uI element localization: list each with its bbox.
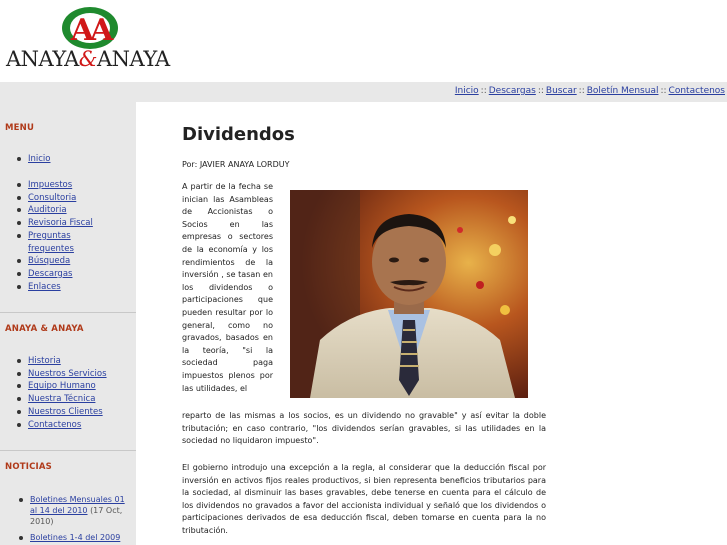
site-header (0, 0, 727, 82)
page-title: Dividendos (182, 124, 295, 145)
sidebar-company-list (28, 355, 107, 431)
topnav-link-buscar[interactable]: Buscar (545, 86, 577, 96)
sidebar-link[interactable]: Consultoria (28, 192, 77, 203)
sidebar-home-list (28, 153, 51, 166)
sidebar-item-historia (28, 355, 107, 368)
sidebar-item-descargas (28, 268, 98, 281)
news-date: (17 Oct, 2010) (30, 506, 123, 526)
sidebar-menu-list (28, 179, 98, 293)
sidebar-menu-title: MENU (5, 123, 35, 133)
sidebar-item-preguntas (28, 230, 98, 255)
sidebar-item-revisoria-fiscal (28, 217, 98, 230)
sidebar-item-clientes (28, 406, 107, 419)
sidebar-link[interactable]: Nuestra Técnica (28, 394, 96, 405)
logo-wordmark (6, 47, 170, 71)
sidebar-link[interactable]: Equipo Humano (28, 381, 96, 392)
sidebar-link[interactable]: Revisoria Fiscal (28, 218, 93, 229)
news-item (30, 494, 134, 527)
topnav-separator: :: (480, 86, 487, 96)
sidebar-news-list (30, 494, 134, 543)
site-logo[interactable] (0, 0, 180, 82)
article-paragraph-1-continued: reparto de las mismas a los socios, es un dividendo no gravable" y así evitar la doble tributación; en caso contrario, "los dividendos serían gravables, si las utilidades en la sociedad no liquidaron impuesto". (182, 411, 546, 446)
author-photo (290, 190, 528, 398)
sidebar-item-enlaces (28, 281, 98, 294)
topnav-link-boletin[interactable]: Boletín Mensual (586, 86, 659, 96)
news-link[interactable]: Boletines Mensuales 01 al 14 del 2010 (30, 495, 125, 515)
news-link[interactable]: Boletines 1-4 del 2009 (30, 533, 121, 542)
logo-mark-icon (50, 6, 130, 50)
topnav-separator: :: (660, 86, 667, 96)
sidebar-item-servicios (28, 368, 107, 381)
sidebar-company-title: ANAYA & ANAYA (5, 324, 84, 334)
sidebar-link[interactable]: Auditoria (28, 205, 67, 216)
sidebar-item-busqueda (28, 255, 98, 268)
news-item (30, 532, 134, 543)
sidebar (0, 102, 136, 545)
article-byline: Por: JAVIER ANAYA LORDUY (182, 160, 290, 169)
sidebar-item-consultoria (28, 192, 98, 205)
top-nav-bar (0, 82, 727, 102)
logo-word-right: ANAYA (96, 47, 170, 71)
sidebar-divider (0, 312, 136, 313)
sidebar-link[interactable]: Descargas (28, 268, 73, 279)
logo-word-left: ANAYA (6, 47, 79, 71)
sidebar-link[interactable]: Búsqueda (28, 256, 71, 267)
sidebar-item-tecnica (28, 393, 107, 406)
article-paragraph-2: El gobierno introdujo una excepción a la regla, al considerar que la deducción fiscal por inversión en activos fijos reales productivos, si bien representa beneficios tributarios para la sociedad, al disminuir las bases gravables, debe tenerse en cuenta para el cálculo de los dividendos no gravados a favor del accionista individual y señaló que los dividendos o participaciones derivados de esa deducción fiscal, deben tomarse en cuenta para la no tributación. (182, 463, 546, 535)
sidebar-news-title: NOTICIAS (5, 462, 53, 472)
article-paragraph-1-column: A partir de la fecha se inician las Asambleas de Accionistas o Socios en las empresas o sectores de la economía y los rendimientos de la inversión , se tasan en los dividendos o participaciones que pueden resultar por lo general, como no gravados, basados en la teoría, "si la sociedad paga impuestos plenos por las utilidades, el (182, 182, 273, 393)
sidebar-item-auditoria (28, 204, 98, 217)
topnav-link-contactenos[interactable]: Contactenos (668, 86, 725, 96)
sidebar-link[interactable]: Preguntas frequentes (28, 230, 74, 254)
sidebar-item-contactenos (28, 419, 107, 432)
sidebar-item-impuestos (28, 179, 98, 192)
sidebar-divider (0, 450, 136, 451)
sidebar-link[interactable]: Nuestros Servicios (28, 368, 107, 379)
sidebar-link[interactable]: Enlaces (28, 281, 61, 292)
topnav-link-descargas[interactable]: Descargas (488, 86, 536, 96)
top-nav (455, 86, 725, 96)
topnav-separator: :: (578, 86, 585, 96)
sidebar-link[interactable]: Impuestos (28, 180, 73, 190)
sidebar-link[interactable]: Nuestros Clientes (28, 406, 103, 417)
sidebar-item-equipo (28, 380, 107, 393)
sidebar-link[interactable]: Contactenos (28, 419, 82, 430)
sidebar-link[interactable]: Historia (28, 356, 61, 366)
author-portrait-image (290, 190, 528, 398)
sidebar-item-inicio (28, 153, 51, 166)
topnav-separator: :: (537, 86, 544, 96)
sidebar-link[interactable]: Inicio (28, 154, 51, 164)
logo-ampersand: & (78, 47, 97, 71)
svg-text:AA: AA (70, 13, 110, 48)
topnav-link-inicio[interactable]: Inicio (454, 86, 479, 96)
